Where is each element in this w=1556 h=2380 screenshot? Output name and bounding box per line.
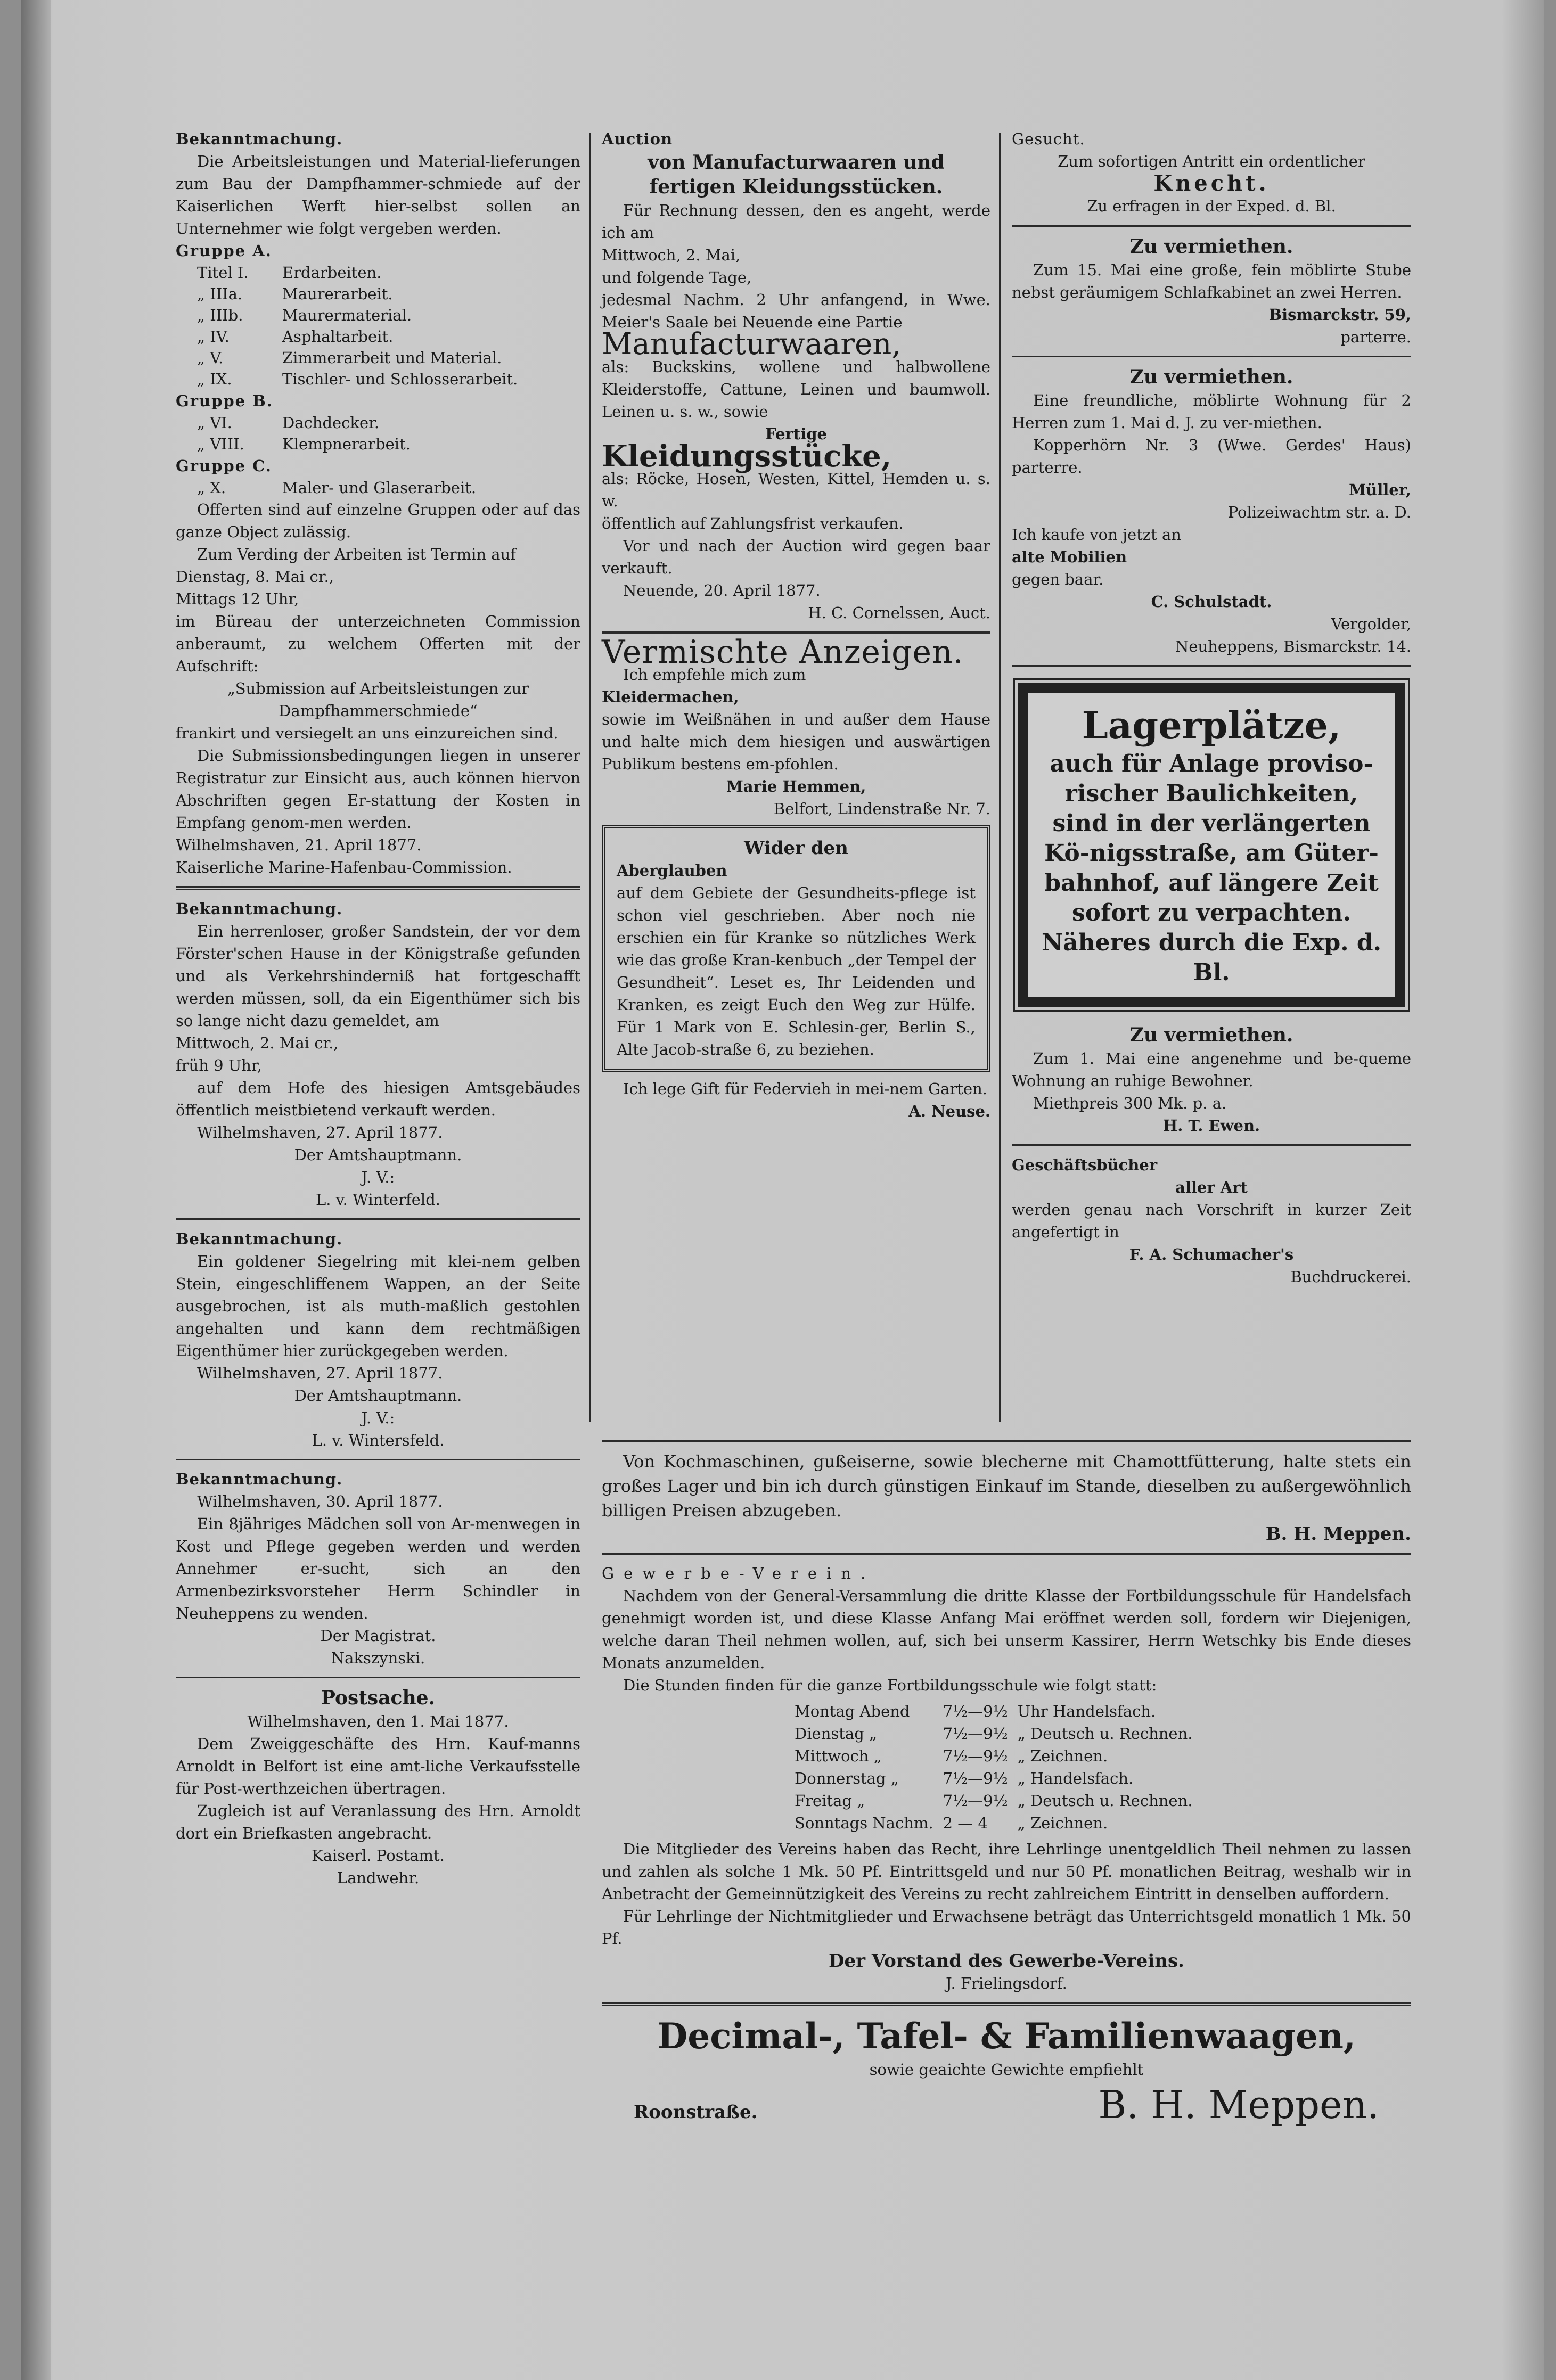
- list-item: „ VI. Dachdecker.: [197, 414, 380, 432]
- ad-text: Die Stunden finden für die ganze Fortbildungsschule wie folgt statt:: [623, 1676, 1157, 1694]
- goods-headline: Kleidungsstücke,: [602, 439, 892, 474]
- ad-text: als: Buckskins, wollene und halbwollene Kleiderstoffe, Cattune, Leinen und baumwoll. Leinen u. s. w., sowie: [602, 358, 990, 421]
- ad-signer: Nakszynski.: [331, 1649, 425, 1667]
- ad-text: Ein goldener Siegelring mit klei-nem gelben Stein, eingeschliffenem Wappen, an der Seite ausgebrochen, ist als muth-maßlich gestohlen angehalten und kann dem rechtmäßigen Eigenthümer hier zurückgegeben werden.: [176, 1252, 580, 1360]
- ad-address: parterre.: [1340, 328, 1411, 346]
- waagen-ad: [602, 2014, 1411, 2129]
- ad-text: Fertige: [765, 425, 827, 443]
- ad-text: Ein herrenloser, großer Sandstein, der vor dem Förster'schen Hause in der Königstraße gefunden und als Verkehrshinderniß hat fortgeschafft werden müssen, soll, da ein Eigenthümer sich bis so lange nicht dazu gemeldet, am: [176, 922, 580, 1030]
- ad-subtitle: aller Art: [1175, 1178, 1248, 1196]
- table-row: Montag Abend 7½—9½ Uhr Handelsfach.: [795, 1702, 1156, 1720]
- column-3: [1012, 128, 1411, 1288]
- ad-place-date: Wilhelmshaven, 30. April 1877.: [197, 1492, 443, 1511]
- ad-headline: alte Mobilien: [1012, 548, 1127, 566]
- list-item: „ IIIb. Maurermaterial.: [197, 306, 412, 324]
- gesucht-ad: [1012, 128, 1411, 217]
- divider: [1012, 356, 1411, 357]
- ad-signer: Marie Hemmen,: [726, 777, 866, 795]
- divider: [602, 2002, 1411, 2006]
- ad-title: Bekanntmachung.: [176, 130, 343, 148]
- ad-title: Geschäftsbücher: [1012, 1156, 1158, 1174]
- date-headline: und folgende Tage,: [602, 268, 752, 286]
- mobilien-ad: [1012, 523, 1411, 658]
- ad-signer: Müller,: [1349, 481, 1411, 499]
- table-row: Dienstag „ 7½—9½ „ Deutsch u. Rechnen.: [795, 1725, 1193, 1743]
- ad-signer: B. H. Meppen.: [1265, 1523, 1411, 1545]
- auction-ad: [602, 128, 990, 624]
- ad-title: Zu vermiethen.: [1129, 235, 1293, 258]
- ad-text: Ich lege Gift für Federvieh in mei-nem Garten.: [623, 1080, 988, 1098]
- column-2: [602, 128, 990, 1122]
- vermiethen-ad-1: [1012, 234, 1411, 348]
- ad-text: Für Lehrlinge der Nichtmitglieder und Erwachsene beträgt das Unterrichtsgeld monatlich 1 Mk. 50 Pf.: [602, 1907, 1411, 1948]
- ad-signer-role: Polizeiwachtm str. a. D.: [1227, 503, 1411, 521]
- ad-text: Ich empfehle mich zum: [623, 666, 806, 684]
- ad-text: Die Arbeitsleistungen und Material-lieferungen zum Bau der Dampfhammer-schmiede auf der Kaiserlichen Werft hier-selbst sollen an Unternehmer wie folgt vergeben werden.: [176, 152, 580, 237]
- ad-signer: H. C. Cornelssen, Auct.: [808, 604, 990, 622]
- ad-title: Bekanntmachung.: [176, 1470, 343, 1488]
- ad-headline: Kleidermachen,: [602, 688, 739, 706]
- ad-signer-role: Vergolder,: [1331, 615, 1411, 633]
- announcement-siegelring: [176, 1228, 580, 1451]
- ad-office: Der Amtshauptmann.: [294, 1386, 462, 1405]
- list-item: „ V. Zimmerarbeit und Material.: [197, 349, 502, 367]
- column-1: [176, 128, 580, 1889]
- ad-place-date: Wilhelmshaven, den 1. Mai 1877.: [247, 1712, 509, 1730]
- ad-text: werden genau nach Vorschrift in kurzer Zeit angefertigt in: [1012, 1201, 1411, 1241]
- table-row: Sonntags Nachm. 2 — 4 „ Zeichnen.: [795, 1814, 1108, 1832]
- ad-office: Kaiserl. Postamt.: [312, 1846, 445, 1865]
- ad-text: Offerten sind auf einzelne Gruppen oder auf das ganze Object zulässig.: [176, 500, 580, 541]
- ad-title: Gesucht.: [1012, 130, 1085, 148]
- ad-jv: J. V.:: [361, 1409, 395, 1427]
- ad-text: Zugleich ist auf Veranlassung des Hrn. Arnoldt dort ein Briefkasten angebracht.: [176, 1802, 580, 1842]
- ad-place-date: Wilhelmshaven, 27. April 1877.: [197, 1364, 443, 1382]
- newspaper-page: [21, 0, 1544, 2380]
- gift-ad: [602, 1078, 990, 1122]
- ad-signer: L. v. Wintersfeld.: [312, 1431, 445, 1449]
- announcement-postsache: [176, 1686, 580, 1889]
- ad-place-date: Neuende, 20. April 1877.: [623, 581, 821, 600]
- aberglauben-ad: [602, 825, 990, 1072]
- divider: [1012, 1144, 1411, 1146]
- ad-signer: Der Vorstand des Gewerbe-Vereins.: [829, 1950, 1184, 1972]
- ad-headline: Knecht.: [1153, 171, 1270, 196]
- group-heading: Gruppe B.: [176, 392, 273, 410]
- ad-text: Nachdem von der General-Versammlung die dritte Klasse der Fortbildungsschule für Handelsfach genehmigt worden ist, und diese Klasse Anfang Mai eröffnet werden soll, fordern wir Diejenigen, welche daran Theil nehmen wollen, auf, sich bei unserm Kassirer, Herrn Wetschky bis Ende dieses Monats anzumelden.: [602, 1587, 1411, 1672]
- ad-text: gegen baar.: [1012, 570, 1104, 588]
- ad-text: sowie im Weißnähen in und außer dem Hause und halte mich dem hiesigen und auswärtigen Publikum bestens em-pfohlen.: [602, 710, 990, 773]
- goods-headline: Manufacturwaaren,: [602, 327, 902, 362]
- ad-text: Kopperhörn Nr. 3 (Wwe. Gerdes' Haus) parterre.: [1012, 436, 1411, 477]
- ad-title: Lagerplätze,: [1082, 703, 1341, 748]
- ad-text: als: Röcke, Hosen, Westen, Kittel, Hemden u. s. w.: [602, 470, 990, 510]
- ad-office: Der Magistrat.: [320, 1627, 436, 1645]
- kochmaschinen-ad: [602, 1449, 1411, 1545]
- divider: [176, 886, 580, 890]
- ad-text: auf dem Hofe des hiesigen Amtsgebäudes öffentlich meistbietend verkauft werden.: [176, 1079, 580, 1119]
- ad-text: Zu erfragen in der Exped. d. Bl.: [1087, 197, 1336, 215]
- vermiethen-ad-2: [1012, 365, 1411, 523]
- divider: [176, 1677, 580, 1678]
- ad-text: Ein 8jähriges Mädchen soll von Ar-menwegen in Kost und Pflege gegeben werden und werden Annehmer er-sucht, sich an den Armenbezirksvorsteher Herrn Schindler in Neuheppens zu wenden.: [176, 1515, 580, 1622]
- announcement-dampfhammer: [176, 128, 580, 879]
- lower-right-section: [602, 1432, 1411, 2129]
- divider: [176, 1459, 580, 1460]
- list-item: „ IV. Asphaltarbeit.: [197, 327, 394, 346]
- schedule-table: [793, 1700, 1202, 1835]
- ad-place-date: Wilhelmshaven, 21. April 1877.: [176, 836, 422, 854]
- ad-office: Der Amtshauptmann.: [294, 1146, 462, 1164]
- ad-text: Für Rechnung dessen, den es angeht, werde ich am: [602, 201, 990, 242]
- ad-street: Roonstraße.: [634, 2102, 758, 2123]
- time-headline: Mittags 12 Uhr,: [176, 590, 299, 608]
- date-headline: Dienstag, 8. Mai cr.,: [176, 568, 334, 586]
- ad-text: jedesmal Nachm. 2 Uhr anfangend, in Wwe. Meier's Saale bei Neuende eine Partie: [602, 291, 990, 331]
- ad-address: Belfort, Lindenstraße Nr. 7.: [773, 800, 990, 818]
- ad-title: Gewerbe-Verein.: [602, 1564, 875, 1582]
- ad-title: Zu vermiethen.: [1129, 366, 1293, 388]
- ad-title: Postsache.: [321, 1687, 436, 1709]
- ad-text: Von Kochmaschinen, gußeiserne, sowie blecherne mit Chamottfütterung, halte stets ein großes Lager und bin ich durch günstigen Einkauf im Stande, dieselben zu außergewöhnlich billigen Preisen abzugeben.: [602, 1451, 1411, 1521]
- ad-signer: A. Neuse.: [908, 1102, 990, 1120]
- table-row: Donnerstag „ 7½—9½ „ Handelsfach.: [795, 1769, 1134, 1787]
- ad-text: Zum 1. Mai eine angenehme und be-queme Wohnung an ruhige Bewohner.: [1012, 1049, 1411, 1090]
- ad-text: Zum Verding der Arbeiten ist Termin auf: [197, 545, 516, 563]
- list-item: „ VIII. Klempnerarbeit.: [197, 435, 411, 453]
- table-row: Mittwoch „ 7½—9½ „ Zeichnen.: [795, 1747, 1108, 1765]
- divider: [602, 1440, 1411, 1442]
- ad-address: Neuheppens, Bismarckstr. 14.: [1175, 637, 1411, 655]
- ad-text: auf dem Gebiete der Gesundheits-pflege ist schon viel geschrieben. Aber noch nie erschien ein für Kranke so nützliches Werk wie das große Kran-kenbuch „der Tempel der Gesundheit“. Leset es, Ihr Leidenden und Kranken, es zeigt Euch den Weg zur Hülfe. Für 1 Mark von E. Schlesin-ger, Berlin S., Alte Jacob-straße 6, zu beziehen.: [617, 884, 976, 1058]
- ad-signer-role: Buchdruckerei.: [1290, 1268, 1411, 1286]
- list-item: Titel I. Erdarbeiten.: [197, 264, 382, 282]
- ad-text: Die Submissionsbedingungen liegen in unserer Registratur zur Einsicht aus, auch können hiervon Abschriften gegen Er-stattung der Kosten in Empfang genom-men werden.: [176, 746, 580, 832]
- gewerbe-verein-ad: [602, 1562, 1411, 1995]
- vermiethen-ad-3: [1012, 1023, 1411, 1137]
- divider: [176, 1218, 580, 1220]
- ad-text: Ich kaufe von jetzt an: [1012, 526, 1181, 544]
- ad-text: Miethpreis 300 Mk. p. a.: [1033, 1094, 1227, 1112]
- ad-subtitle: sowie geaichte Gewichte empfiehlt: [869, 2061, 1144, 2079]
- ad-text: Eine freundliche, möblirte Wohnung für 2 Herren zum 1. Mai d. J. zu ver-miethen.: [1012, 391, 1411, 432]
- list-item: „ IX. Tischler- und Schlosserarbeit.: [197, 370, 518, 388]
- date-headline: Mittwoch, 2. Mai,: [602, 246, 741, 264]
- date-headline: Mittwoch, 2. Mai cr.,: [176, 1034, 339, 1052]
- ad-title: Bekanntmachung.: [176, 1230, 343, 1248]
- announcement-maedchen: [176, 1468, 580, 1669]
- ad-signer: H. T. Ewen.: [1162, 1117, 1260, 1135]
- ad-signer: F. A. Schumacher's: [1129, 1245, 1294, 1263]
- ad-text: Zum 15. Mai eine große, fein möblirte Stube nebst geräumigem Schlafkabinet an zwei Herren.: [1012, 261, 1411, 301]
- column-rule-right: [999, 133, 1001, 1422]
- list-item: „ X. Maler- und Glaserarbeit.: [197, 479, 477, 497]
- kleidermachen-ad: [602, 634, 990, 820]
- announcement-sandstein: [176, 898, 580, 1211]
- ad-place-date: Wilhelmshaven, 27. April 1877.: [197, 1123, 443, 1142]
- divider: [1012, 225, 1411, 227]
- section-title: Vermischte Anzeigen.: [602, 634, 964, 671]
- ad-text: auch für Anlage proviso-rischer Baulichkeiten, sind in der verlängerten Kö-nigsstraße, am Güter-bahnhof, auf längere Zeit sofort zu verpachten.: [1044, 750, 1379, 926]
- ad-pretitle: Wider den: [744, 838, 848, 859]
- group-heading: Gruppe A.: [176, 242, 272, 260]
- ad-text: frankirt und versiegelt an uns einzureichen sind.: [176, 724, 559, 742]
- table-row: Freitag „ 7½—9½ „ Deutsch u. Rechnen.: [795, 1792, 1193, 1810]
- ad-title: Auction: [602, 130, 673, 148]
- ad-signer: B. H. Meppen.: [1098, 2082, 1379, 2127]
- ad-text: Näheres durch die Exp. d. Bl.: [1041, 929, 1382, 986]
- ad-text: Die Mitglieder des Vereins haben das Recht, ihre Lehrlinge unentgeldlich Theil nehmen zu lassen und zahlen als solche 1 Mk. 50 Pf. Eintrittsgeld und nur 50 Pf. monatlichen Beitrag, weshalb wir in Anbetracht der Gemeinnützigkeit des Vereins zu recht zahlreichem Eintritt in denselben auffordern.: [602, 1840, 1411, 1903]
- ad-title: Aberglauben: [617, 861, 727, 880]
- ad-text: Zum sofortigen Antritt ein ordentlicher: [1058, 152, 1365, 170]
- ad-text: Dem Zweiggeschäfte des Hrn. Kauf-manns Arnoldt in Belfort ist eine amt-liche Verkaufsstelle für Post-werthzeichen übertragen.: [176, 1735, 580, 1798]
- ad-title: Bekanntmachung.: [176, 900, 343, 918]
- ad-text: Vor und nach der Auction wird gegen baar verkauft.: [602, 537, 990, 577]
- ad-jv: J. V.:: [361, 1168, 395, 1186]
- ad-signer: J. Frielingsdorf.: [946, 1974, 1067, 1992]
- column-rule-left: [589, 133, 591, 1422]
- ad-signer: Landwehr.: [337, 1869, 420, 1887]
- ad-signer: L. v. Winterfeld.: [316, 1191, 440, 1209]
- ad-title: Decimal-, Tafel- & Familienwaagen,: [657, 2015, 1356, 2057]
- group-heading: Gruppe C.: [176, 457, 272, 475]
- list-item: „ IIIa. Maurerarbeit.: [197, 285, 393, 303]
- geschaeftsbuecher-ad: [1012, 1154, 1411, 1288]
- lagerplaetze-ad: [1018, 683, 1405, 1007]
- divider: [602, 1553, 1411, 1555]
- divider: [1012, 665, 1411, 667]
- ad-text: im Büreau der unterzeichneten Commission anberaumt, zu welchem Offerten mit der Aufschrift:: [176, 612, 580, 675]
- ad-text: öffentlich auf Zahlungsfrist verkaufen.: [602, 514, 904, 532]
- ad-title: Zu vermiethen.: [1129, 1024, 1293, 1046]
- ad-signer: Kaiserliche Marine-Hafenbau-Commission.: [176, 858, 512, 876]
- ad-subtitle: von Manufacturwaaren und fertigen Kleidungsstücken.: [648, 151, 945, 198]
- ad-address: Bismarckstr. 59,: [1268, 306, 1411, 324]
- time-headline: früh 9 Uhr,: [176, 1056, 262, 1074]
- binding-spine: [21, 0, 51, 2380]
- ad-quote: „Submission auf Arbeitsleistungen zur Dampfhammerschmiede“: [227, 679, 529, 720]
- ad-signer: C. Schulstadt.: [1151, 593, 1272, 611]
